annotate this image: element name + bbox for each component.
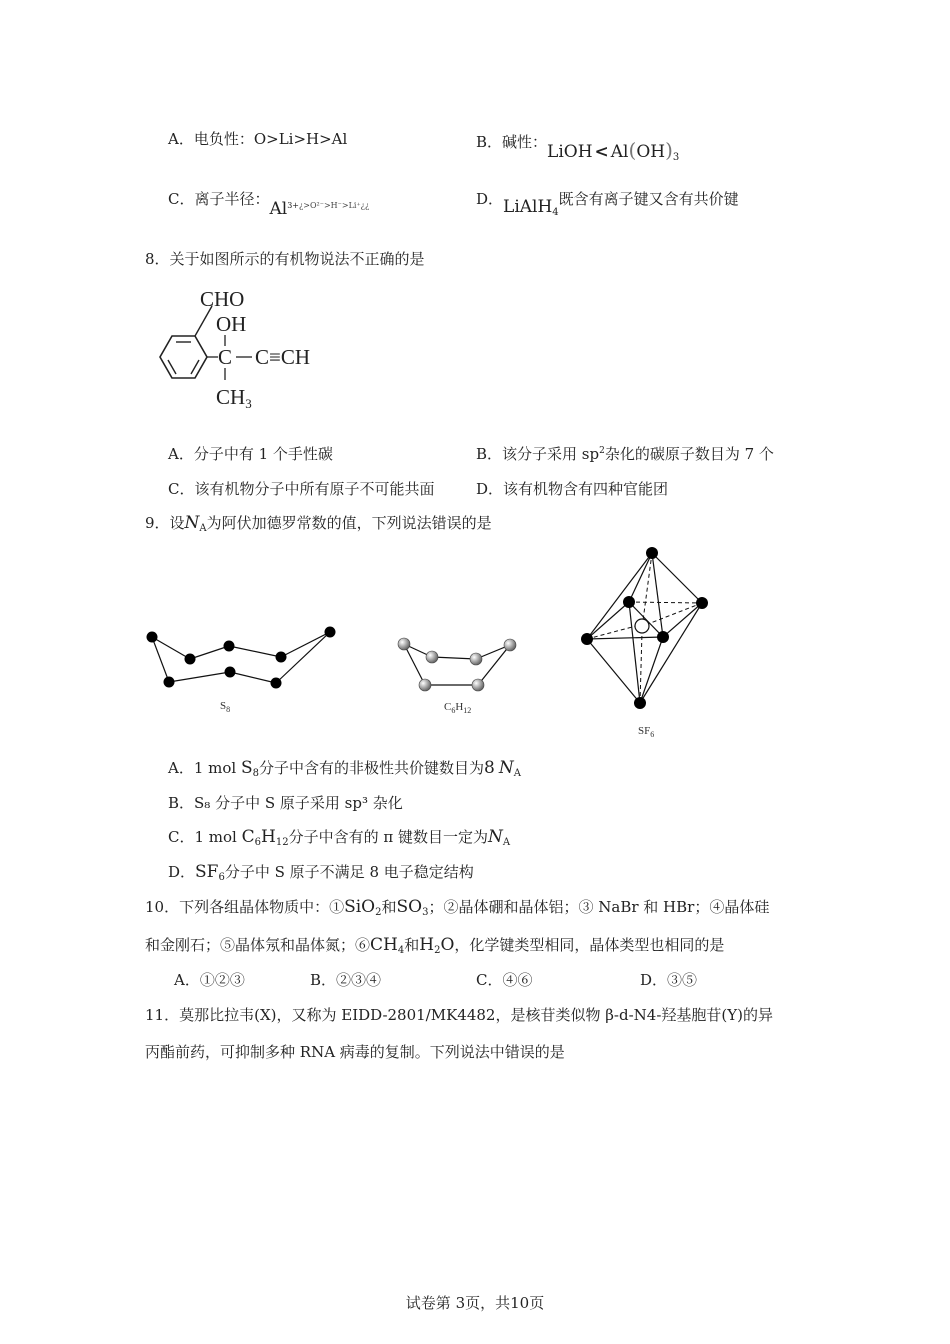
formula-sf: SF [195, 862, 219, 882]
c6h12-label-c-sub: 6 [451, 706, 456, 715]
s-atom [224, 641, 235, 652]
q10-line2-rest: ，化学键类型相同，晶体类型也相同的是 [454, 936, 725, 954]
q8-stem: 8．关于如图所示的有机物说法不正确的是 [145, 250, 425, 268]
formula-h: H [261, 827, 276, 847]
q7-option-d [476, 188, 739, 218]
page-footer: 试卷第 3页，共10页 [405, 1294, 545, 1312]
formula-al: Al [610, 142, 629, 162]
formula-ch4-sub: 4 [397, 945, 405, 956]
group-oh: OH [216, 312, 247, 336]
s-atom [225, 667, 236, 678]
c-atom [426, 651, 438, 663]
q8-option-b-rest: 杂化的碳原子数目为 7 个 [604, 445, 774, 463]
q9-option-c-text: 分子中含有的 π 键数目一定为 [288, 828, 488, 846]
q7-option-b [476, 128, 680, 163]
f-atom [581, 633, 593, 645]
c6h12-label-c: C [444, 701, 452, 713]
formula-sf-sub: 6 [218, 872, 225, 883]
formula-so3: SO [396, 897, 423, 917]
s-atom [147, 632, 158, 643]
avogadro-n: N [184, 513, 200, 533]
f-atom [696, 597, 708, 609]
formula-subscript: 4 [552, 207, 559, 218]
c-atom [398, 638, 410, 650]
formula-so3-sub: 3 [422, 907, 429, 918]
c-atom [470, 653, 482, 665]
less-than-sign: < [594, 142, 609, 162]
formula-h2o-o: O [440, 935, 455, 955]
formula-oh: OH [636, 142, 666, 162]
s8-label-s: S [220, 700, 227, 712]
q9-option-a-prefix: A．1 mol [168, 759, 241, 777]
s-atom [185, 654, 196, 665]
al-charge: 3+ [287, 201, 299, 210]
f-atom [634, 697, 646, 709]
q8-structure-diagram [140, 280, 360, 415]
q10-stem-line1 [145, 896, 769, 918]
c6h12-label-h-sub: 12 [463, 706, 472, 715]
formula-sio2-sub: 2 [375, 907, 382, 918]
formula-h-sub: 12 [275, 837, 289, 848]
formula-ch4: CH [370, 935, 398, 955]
q7-option-d-text: 既含有离子键又含有共价键 [558, 190, 739, 208]
formula-s-sub: 8 [252, 768, 259, 779]
formula-h2o-sub: 2 [434, 945, 441, 956]
formula-sio2: SiO [344, 897, 376, 917]
methyl-ch: CH [216, 385, 246, 409]
q7-option-b-formula: LiOH < $Al(OH)_3$ [547, 138, 680, 163]
chiral-carbon: C [218, 345, 233, 369]
s8-label-subscript: 8 [226, 705, 231, 714]
q7-option-c-prefix: C．离子半径： [168, 190, 270, 208]
formula-h2o-h: H [419, 935, 435, 955]
sf6-label [638, 725, 654, 739]
group-methyl [216, 385, 252, 411]
sf6-label-sf: SF [638, 725, 651, 737]
q11-stem-line2: 丙酯前药，可抑制多种 RNA 病毒的复制。下列说法中错误的是 [145, 1043, 565, 1061]
q8-option-c: C．该有机物分子中所有原子不可能共面 [168, 480, 435, 498]
q11-stem-line1: 11．莫那比拉韦(X)，又称为 EIDD-2801/MK4482，是核苷类似物 β-d-N4-羟基胞苷(Y)的异 [145, 1006, 774, 1024]
formula-c: C [241, 827, 255, 847]
q9-option-d-prefix: D． [168, 863, 196, 881]
s-atom [164, 677, 175, 688]
c6h12-molecule-diagram [390, 630, 530, 720]
q10-option-d: D．③⑤ [640, 971, 698, 989]
q8-option-d: D．该有机物含有四种官能团 [476, 480, 669, 498]
formula-lialh: LiAlH [503, 197, 553, 217]
sf6-label-subscript: 6 [650, 730, 655, 739]
formula-s: S [240, 758, 253, 778]
q9-stem-rest: 为阿伏加德罗常数的值，下列说法错误的是 [206, 514, 492, 532]
c-atom [419, 679, 431, 691]
avogadro-subscript: A [513, 768, 521, 779]
s-atom [325, 627, 336, 638]
c6h12-label-h: H [455, 701, 464, 713]
f-atom [657, 631, 669, 643]
f-atom [646, 547, 658, 559]
s-center-atom [635, 619, 649, 633]
formula-lialh4 [503, 197, 559, 217]
q7-option-a: A．电负性：O>Li>H>Al [168, 130, 348, 148]
s8-label [220, 700, 230, 714]
s8-molecule-diagram [140, 620, 350, 720]
formula-lioh: LiOH [547, 142, 593, 162]
q8-option-b-prefix: B．该分子采用 sp [476, 445, 600, 463]
formula-al-ion: Al [269, 199, 288, 219]
avogadro-n: N [498, 758, 514, 778]
q10-option-a: A．①②③ [174, 971, 245, 989]
s-atom [271, 678, 282, 689]
sp2-superscript: 2 [599, 446, 605, 456]
sf6-molecule-diagram [570, 540, 730, 740]
ion-radius-chain: ¿>O²⁻>H⁻>Li⁺¿¿ [299, 201, 370, 210]
formula-subscript: 3 [672, 152, 680, 163]
q10-line1-rest: ；②晶体硼和晶体铝；③ NaBr 和 HBr；④晶体硅 [428, 898, 770, 916]
q9-stem [145, 512, 492, 534]
methyl-subscript: 3 [245, 396, 252, 411]
q10-option-b: B．②③④ [310, 971, 382, 989]
q10-line2-start: 和金刚石；⑤晶体氖和晶体氮；⑥ [145, 936, 371, 954]
q8-option-b [476, 443, 774, 464]
q9-option-d-text: 分子中 S 原子不满足 8 电子稳定结构 [224, 863, 474, 881]
q9-option-c-prefix: C．1 mol [168, 828, 242, 846]
avogadro-subscript: A [502, 837, 511, 848]
q10-and: 和 [404, 936, 420, 954]
q7-option-c-formula [269, 199, 369, 219]
q10-option-c: C．④⑥ [476, 971, 533, 989]
q7-option-d-prefix: D． [476, 190, 504, 208]
q9-option-c [168, 826, 510, 848]
c-atom [472, 679, 484, 691]
f-atom [623, 596, 635, 608]
q7-option-b-prefix: B．碱性： [476, 133, 548, 151]
avogadro-n: N [487, 827, 503, 847]
q9-option-a [168, 757, 521, 779]
group-cho: CHO [200, 287, 245, 311]
group-ethynyl: C≡CH [255, 345, 311, 369]
q7-option-c [168, 188, 370, 219]
q10-stem-line2 [145, 934, 724, 956]
c-atom [504, 639, 516, 651]
q8-option-a: A．分子中有 1 个手性碳 [168, 445, 333, 463]
c6h12-label [444, 701, 471, 715]
q9-option-a-text: 分子中含有的非极性共价键数目为 [259, 759, 485, 777]
q9-option-d [168, 861, 474, 883]
q10-line1-start: 10．下列各组晶体物质中：① [145, 898, 345, 916]
q9-stem-prefix: 9．设 [145, 514, 185, 532]
s-atom [276, 652, 287, 663]
q9-option-a-number: 8 [484, 758, 495, 778]
q10-and: 和 [381, 898, 397, 916]
avogadro-subscript: A [199, 523, 207, 534]
q9-option-b: B．S₈ 分子中 S 原子采用 sp³ 杂化 [168, 794, 403, 812]
formula-c-sub: 6 [254, 837, 261, 848]
